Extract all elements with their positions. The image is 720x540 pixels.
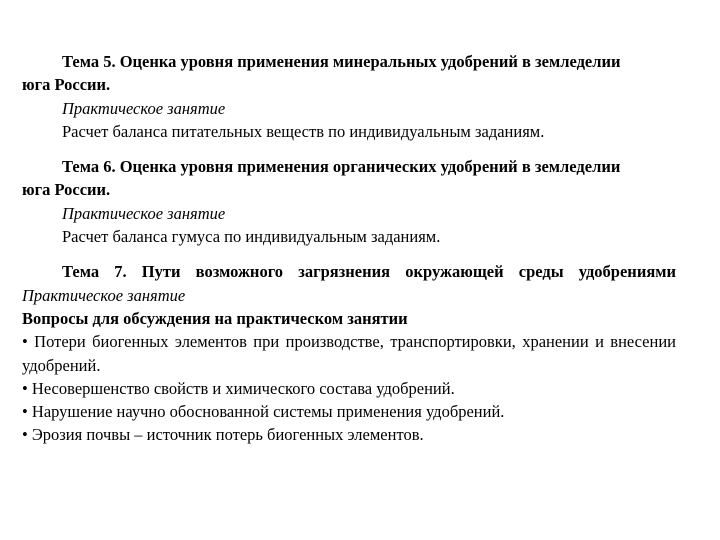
topic-5-section (22, 50, 676, 143)
topic-5-heading-line-1: Тема 5. Оценка уровня применения минеральных удобрений в земледелии (62, 52, 621, 71)
topic-7-questions-heading: Вопросы для обсуждения на практическом занятии (22, 308, 408, 328)
bullet-item-3: • Нарушение научно обоснованной системы применения удобрений. (22, 402, 505, 422)
topic-7-heading: Тема 7. Пути возможного загрязнения окружающей среды удобрениями (62, 262, 676, 282)
bullet-item-1: • Потери биогенных элементов при производстве, транспортировки, хранении и внесении удобрений. (22, 332, 676, 375)
topic-5-task: Расчет баланса питательных веществ по индивидуальным заданиям. (62, 121, 545, 141)
topic-7-section (22, 260, 676, 446)
document-page (22, 50, 676, 447)
topic-7-practice-label: Практическое занятие (22, 285, 186, 305)
bullet-item-2: • Несовершенство свойств и химического состава удобрений. (22, 378, 455, 398)
topic-5-heading-line-2: юга России. (22, 75, 111, 95)
topic-6-task: Расчет баланса гумуса по индивидуальным заданиям. (62, 227, 441, 247)
topic-6-practice-label: Практическое занятие (62, 203, 226, 223)
topic-6-heading-line-2: юга России. (22, 180, 111, 200)
topic-6-heading-line-1: Тема 6. Оценка уровня применения органических удобрений в земледелии (62, 157, 621, 177)
topic-6-section (22, 155, 676, 248)
bullet-item-4: • Эрозия почвы – источник потерь биогенных элементов. (22, 425, 424, 445)
topic-5-practice-label: Практическое занятие (62, 98, 226, 118)
